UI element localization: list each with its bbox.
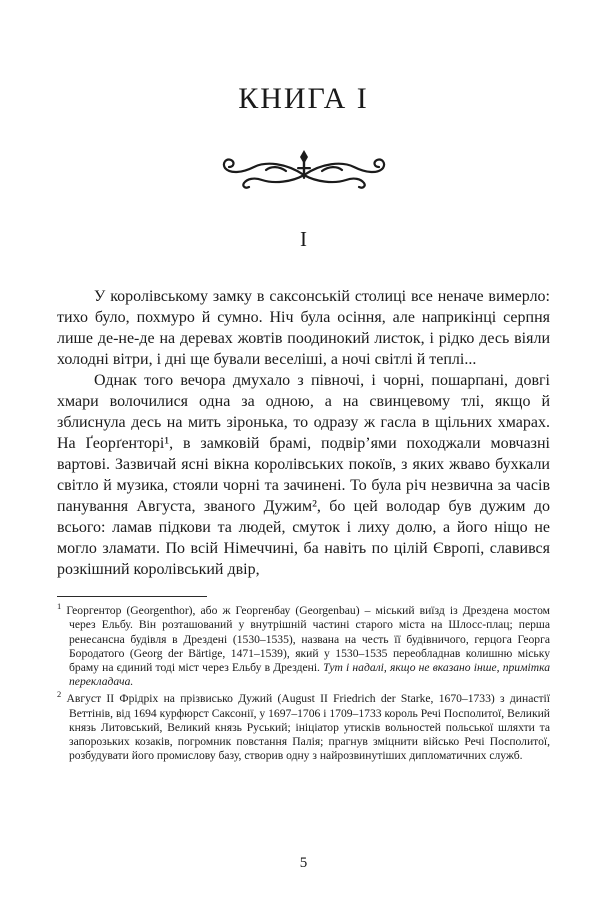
translator-note: Тут і надалі, якщо не вказано інше, примітка перекладача. bbox=[69, 661, 551, 689]
footnote-text: Георгентор (Georgenthor), або ж Георгенбау (Georgenbau) – міський виїзд із Дрездена мостом через Ельбу. Він розташований у внутрішній частині старого міста на Шлосс-плац; перша ренесансна будівля в Дрездені (1530–1535), названа на честь її будівничого, герцога Георга Бородатого (Georg der Bärtige, 1471–1539), який у 1530–1535 переобладнав колишню міську браму на єдиний тоді міст через Ельбу в Дрездені. bbox=[66, 604, 551, 674]
ornament bbox=[57, 149, 550, 191]
book-title: КНИГА I bbox=[238, 82, 369, 115]
chapter-number: I bbox=[300, 227, 307, 251]
footnote-text: Август II Фрідріх на прізвисько Дужий (August II Friedrich der Starke, 1670–1733) з династії Веттінів, від 1694 курфюрст Саксонії, у 1697–1706 і 1709–1733 король Речі Посполитої, Великий князь Литовський, Великий князь Руський; ініціатор утисків вольностей польської шляхти та запорозьких козаків, погромник повстання Палія; прагнув зміцнити військо Речі Посполитої, розбудувати його промислову базу, створив одну з найрозвинутіших дипломатичних служб. bbox=[66, 692, 550, 763]
flourish-cross-icon bbox=[216, 149, 392, 191]
page-number: 5 bbox=[299, 855, 308, 871]
body-text bbox=[57, 286, 550, 580]
paragraph: Однак того вечора дмухало з півночі, і чорні, пошарпані, довгі хмари волочилися одна за одною, а на свинцевому тлі, якщо й зблиснула десь на мить зіронька, то одразу ж гасла в щільних хмарах. На Ґеорґенторі¹, в замковій брамі, подвір’ями походжали мовчазні вартові. Зазвичай ясні вікна королівських покоїв, з яких жваво бухкали світло й музика, стояли чорні та зачинені. То була річ незвична за часів панування Августа, званого Дужим², бо цей володар був дужим до всього: ламав підкови та людей, смуток і лиху долю, а його ніщо не могло зламати. По всій Німеччині, ба навіть по цілій Європі, славився розкішний королівський двір, bbox=[57, 372, 550, 579]
footnote-marker: 2 bbox=[57, 689, 62, 700]
footnote-1 bbox=[57, 601, 551, 689]
footnote-2 bbox=[57, 689, 550, 763]
footnote-marker: 1 bbox=[57, 601, 62, 612]
footnote-separator bbox=[57, 596, 207, 597]
footnotes bbox=[57, 596, 550, 766]
paragraph: У королівському замку в саксонській столиці все неначе вимерло: тихо було, похмуро й сумно. Ніч була осіння, але наприкінці серпня лише де-не-де на деревах жовтів поодинокий листок, і рідко десь віяли холодні вітри, і дні ще бували веселіші, а ночі світлі й теплі... bbox=[57, 288, 550, 369]
